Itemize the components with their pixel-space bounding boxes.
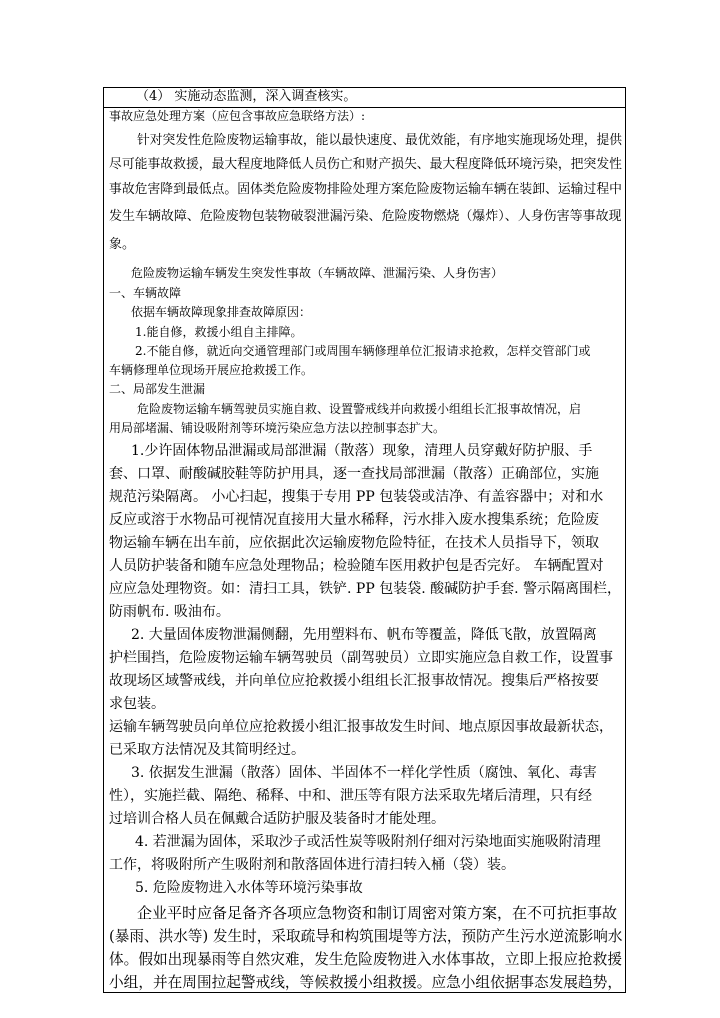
item3-line: 性），实施拦截、隔绝、稀释、中和、泄压等有限方法采取先堵后清理，只有经: [109, 788, 592, 804]
part5-line: 企业平时应备足备齐各项应急物资和制订周密对策方案，在不可抗拒事故: [137, 904, 618, 922]
part5-line: 小组，并在周围拉起警戒线，等候救援小组救援。应急小组依据事态发展趋势，: [109, 973, 622, 991]
part2-intro-line: 危险废物运输车辆驾驶员实施自救、设置警戒线并向救援小组组长汇报事故情况，启: [137, 402, 582, 416]
intro-line: 针对突发性危险废物运输事故，能以最快速度、最优效能，有序地实施现场处理，提供: [137, 133, 623, 148]
item1-line: 规范污染隔离。 小心扫起，搜集于专用 PP 包装袋或洁净、有盖容器中；对和水: [109, 489, 604, 505]
part1-line: 2.不能自修，就近向交通管理部门或周围车辆修理单位汇报请求抢救，怎样交管部门或: [135, 344, 591, 358]
item2-line: 2. 大量固体废物泄漏侧翻，先用塑料布、帆布等覆盖，降低飞散，放置隔离: [131, 627, 597, 643]
part1-line: 车辆修理单位现场开展应抢救援工作。: [109, 363, 314, 377]
item4-line: 工作，将吸附所产生吸附剂和散落固体进行清扫转入桶（袋）装。: [109, 857, 515, 873]
intro-line: 事故危害降到最低点。固体类危险废物排险处理方案危险废物运输车辆在装卸、运输过程中: [109, 182, 622, 197]
item1-line: 防雨帆布. 吸油布。: [109, 604, 230, 620]
intro-line: 发生车辆故障、危险废物包装物破裂泄漏污染、危险废物燃烧（爆炸）、人身伤害等事故现: [109, 209, 622, 224]
item3-line: 过培训合格人员在佩戴合适防护服及装备时才能处理。: [109, 811, 445, 827]
part1-line: 1.能自修，救援小组自主排障。: [135, 325, 303, 339]
part2-heading: 二、局部发生泄漏: [109, 382, 206, 396]
item2-line: 故现场区域警戒线，并向单位应抢救援小组组长汇报事故情况。搜集后严格按要: [109, 673, 599, 689]
intro-line: 象。: [109, 237, 136, 252]
section-title: 事故应急处理方案（应包含事故应急联络方法）:: [109, 109, 366, 123]
part5-heading: 5. 危险废物进入水体等环境污染事故: [135, 880, 363, 896]
part1-heading: 一、车辆故障: [109, 286, 182, 300]
report-line: 运输车辆驾驶员向单位应抢救援小组汇报事故发生时间、地点原因事故最新状态，: [109, 719, 613, 735]
part1-line: 依据车辆故障现象排查故障原因：: [131, 305, 312, 319]
item1-line: 物运输车辆在出车前，应依据此次运输废物危险特征，在技术人员指导下，领取: [109, 535, 599, 551]
part5-line: 体。假如出现暴雨等自然灾难，发生危险废物进入水体事故，立即上报应抢救援: [109, 950, 622, 968]
part2-intro-line: 用局部堵漏、铺设吸附剂等环境污染应急方法以控制事态扩大。: [109, 421, 446, 435]
item3-line: 3. 依据发生泄漏（散落）固体、半固体不一样化学性质（腐蚀、氧化、毒害: [131, 765, 597, 781]
item1-line: 套、口罩、耐酸碱胶鞋等防护用具，逐一查找局部泄漏（散落）正确部位，实施: [109, 466, 599, 482]
item2-line: 护栏围挡，危险废物运输车辆驾驶员（副驾驶员）立即实施应急自救工作，设置事: [109, 650, 613, 666]
row-divider: [104, 107, 625, 108]
item1-line: 应应急处理物资。如：清扫工具，铁铲. PP 包装袋. 酸碱防护手套. 警示隔离围栏，: [109, 581, 621, 597]
item4-line: 4. 若泄漏为固体，采取沙子或活性炭等吸附剂仔细对污染地面实施吸附清理: [135, 834, 601, 850]
item1-line: 反应或溶于水物品可视情况直接用大量水稀释，污水排入废水搜集系统；危险废: [109, 512, 599, 528]
accident-types: 危险废物运输车辆发生突发性事故（车辆故障、泄漏污染、人身伤害）: [131, 266, 504, 280]
part5-line: (暴雨、洪水等) 发生时，采取疏导和构筑围堤等方法，预防产生污水逆流影响水: [109, 927, 623, 945]
intro-line: 尽可能事故救援，最大程度地降低人员伤亡和财产损失、最大程度降低环境污染，把突发性: [109, 157, 622, 172]
item1-line: 人员防护装备和随车应急处理物品；检验随车医用救护包是否完好。 车辆配置对: [109, 558, 604, 574]
report-line: 已采取方法情况及其简明经过。: [109, 742, 305, 758]
top-row-text: （4） 实施动态监测，深入调查核实。: [136, 89, 357, 104]
item2-line: 求包装。: [109, 696, 165, 712]
item1-line: 1.少许固体物品泄漏或局部泄漏（散落）现象，清理人员穿戴好防护服、手: [131, 443, 593, 459]
